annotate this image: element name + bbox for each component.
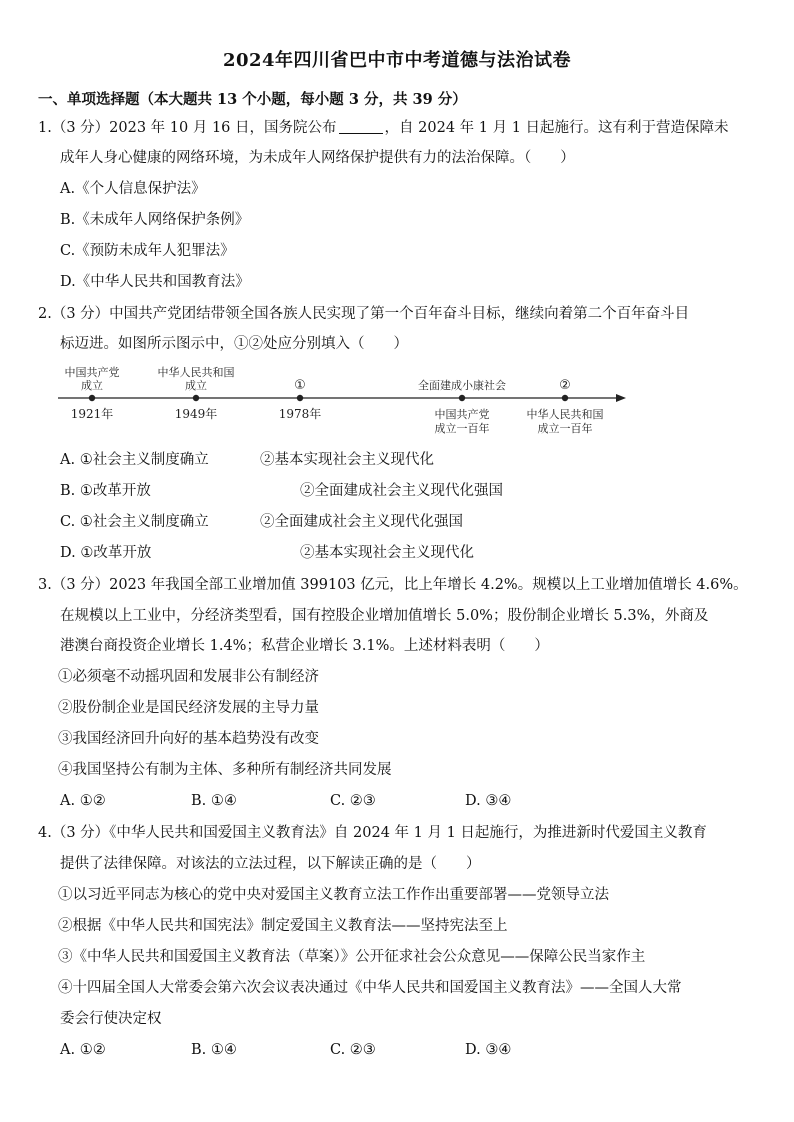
q1-option-c: C.《预防未成年人犯罪法》 (60, 243, 235, 259)
timeline-node-1978 (297, 395, 303, 401)
q2-option-a-part2: ②基本实现社会主义现代化 (260, 452, 434, 468)
q3-stem-line1: 3.（3 分）2023 年我国全部工业增加值 399103 亿元，比上年增长 4.2%。规模以上工业增加值增长 4.6%。 (38, 577, 748, 593)
timeline-label-cpc-100-2: 成立一百年 (434, 422, 490, 435)
q1-option-b: B.《未成年人网络保护条例》 (60, 212, 250, 228)
q4-option-a: A. ①② (60, 1042, 106, 1058)
timeline-node-1949 (193, 395, 199, 401)
timeline-label-blank-2: ② (559, 378, 571, 393)
q4-statement-3: ③《中华人民共和国爱国主义教育法（草案）》公开征求社会公众意见——保障公民当家作主 (58, 949, 646, 965)
timeline-label-cpc: 中国共产党 (64, 366, 120, 379)
q4-statement-1: ①以习近平同志为核心的党中央对爱国主义教育立法工作作出重要部署——党领导立法 (58, 887, 609, 903)
timeline-node-2049 (562, 395, 568, 401)
q2-option-c (60, 512, 463, 532)
timeline-arrow-icon (616, 394, 626, 402)
q2-option-b (60, 481, 503, 501)
timeline-label-prc-100-2: 成立一百年 (537, 422, 593, 435)
timeline-year-1921: 1921年 (70, 407, 114, 421)
q3-option-c: C. ②③ (330, 793, 376, 809)
timeline-node-2021 (459, 395, 465, 401)
q4-statement-2: ②根据《中华人民共和国宪法》制定爱国主义教育法——坚持宪法至上 (58, 918, 508, 934)
q2-stem-line2: 标迈进。如图所示图示中，①②处应分别填入（ ） (60, 336, 408, 352)
q3-stem-line2: 在规模以上工业中，分经济类型看，国有控股企业增加值增长 5.0%；股份制企业增长 5.3%，外商及 (60, 608, 709, 624)
timeline-label-cpc-2: 成立 (81, 379, 103, 392)
q1-stem-part1: 1.（3 分）2023 年 10 月 16 日，国务院公布 (38, 120, 337, 136)
q4-option-c: C. ②③ (330, 1042, 376, 1058)
q2-option-b-part1: B. ①改革开放 (60, 483, 151, 499)
timeline-label-cpc-100: 中国共产党 (434, 408, 490, 421)
timeline-year-1978: 1978年 (278, 407, 322, 421)
q4-statement-4: ④十四届全国人大常委会第六次会议表决通过《中华人民共和国爱国主义教育法》——全国人大常 (58, 980, 682, 996)
q2-option-d-part1: D. ①改革开放 (60, 545, 152, 561)
q2-option-b-part2: ②全面建成社会主义现代化强国 (300, 483, 503, 499)
timeline-node-1921 (89, 395, 95, 401)
q2-option-c-part2: ②全面建成社会主义现代化强国 (260, 514, 463, 530)
q1-stem-line2: 成年人身心健康的网络环境，为未成年人网络保护提供有力的法治保障。（ ） (60, 150, 575, 166)
page-title: 2024年四川省巴中市中考道德与法治试卷 (222, 50, 572, 71)
timeline-year-1949: 1949年 (174, 407, 218, 421)
section-heading: 一、单项选择题（本大题共 13 个小题，每小题 3 分，共 39 分） (38, 91, 467, 108)
q3-option-d: D. ③④ (465, 793, 512, 809)
q3-statement-4: ④我国坚持公有制为主体、多种所有制经济共同发展 (58, 762, 392, 778)
q1-blank (339, 119, 383, 134)
q2-option-a-part1: A. ①社会主义制度确立 (60, 452, 209, 468)
q3-statement-3: ③我国经济回升向好的基本趋势没有改变 (58, 731, 319, 747)
q4-statement-4-cont: 委会行使决定权 (60, 1011, 162, 1027)
q3-option-b: B. ①④ (191, 793, 237, 809)
q2-option-a (60, 450, 434, 470)
timeline-label-prc: 中华人民共和国 (157, 366, 235, 379)
q4-option-b: B. ①④ (191, 1042, 237, 1058)
timeline-diagram (50, 362, 630, 442)
q4-stem-line2: 提供了法律保障。对该法的立法过程，以下解读正确的是（ ） (60, 856, 481, 872)
q3-statement-2: ②股份制企业是国民经济发展的主导力量 (58, 700, 319, 716)
timeline-label-prc-2: 成立 (185, 379, 207, 392)
q3-stem-line3: 港澳台商投资企业增长 1.4%；私营企业增长 3.1%。上述材料表明（ ） (60, 638, 549, 654)
q4-option-d: D. ③④ (465, 1042, 512, 1058)
q2-option-d-part2: ②基本实现社会主义现代化 (300, 545, 474, 561)
q2-stem-line1: 2.（3 分）中国共产党团结带领全国各族人民实现了第一个百年奋斗目标，继续向着第二个百年奋斗目 (38, 306, 690, 322)
q4-stem-line1: 4.（3 分）《中华人民共和国爱国主义教育法》自 2024 年 1 月 1 日起施行，为推进新时代爱国主义教育 (38, 825, 707, 841)
q1-option-d: D.《中华人民共和国教育法》 (60, 274, 250, 290)
timeline-label-xiaokang: 全面建成小康社会 (418, 379, 506, 392)
q3-statement-1: ①必须毫不动摇巩固和发展非公有制经济 (58, 669, 319, 685)
q1-option-a: A.《个人信息保护法》 (60, 181, 206, 197)
q2-option-d (60, 543, 474, 563)
q2-option-c-part1: C. ①社会主义制度确立 (60, 514, 209, 530)
q1-stem-part2: ，自 2024 年 1 月 1 日起施行。这有利于营造保障未 (384, 120, 729, 136)
q3-option-a: A. ①② (60, 793, 106, 809)
timeline-label-prc-100: 中华人民共和国 (526, 408, 604, 421)
timeline-label-blank-1: ① (294, 378, 306, 393)
q1-stem-line1 (38, 118, 729, 138)
